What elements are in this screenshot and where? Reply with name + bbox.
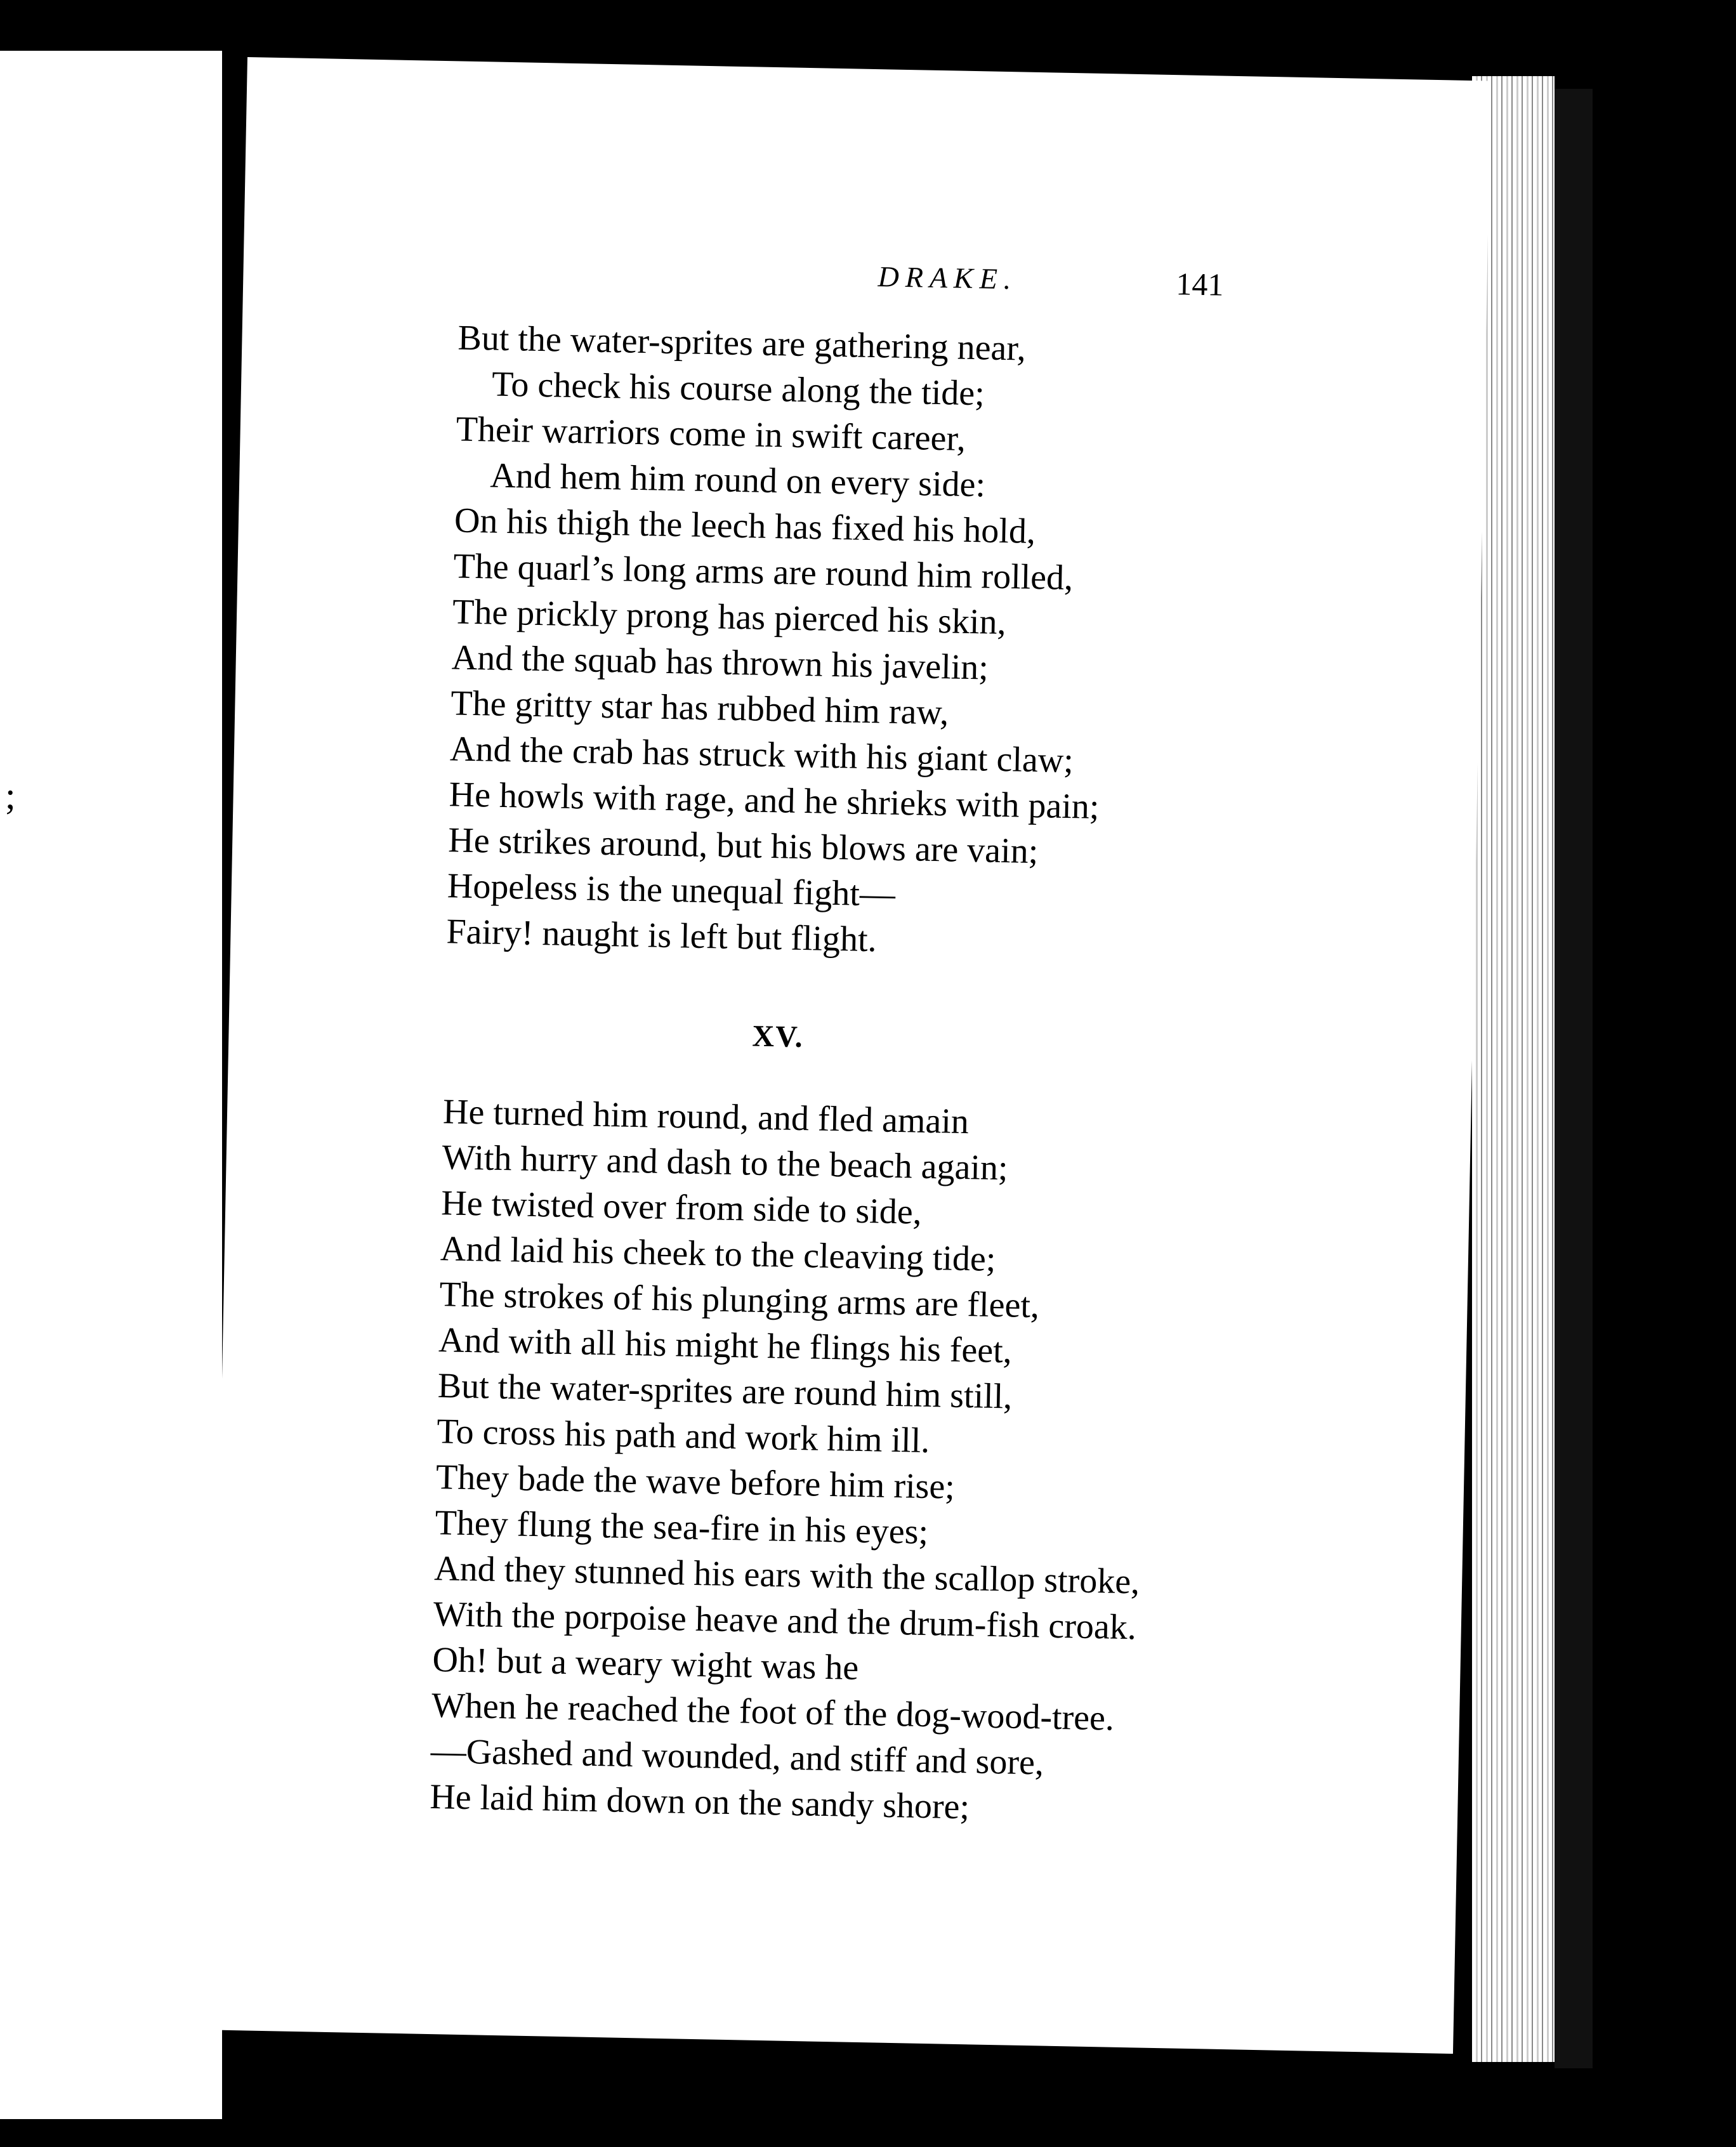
running-head: DRAKE.	[878, 260, 1018, 296]
verse-line: Oh! but a weary wight was he	[431, 1640, 859, 1688]
verse-line: But the water-sprites are round him still,	[437, 1366, 1013, 1417]
left-margin-mark: ;	[5, 775, 16, 817]
book-cover-edge	[1555, 89, 1593, 2068]
verse-line: They bade the wave before him rise;	[435, 1457, 956, 1507]
verse-line: —Gashed and wounded, and stiff and sore,	[430, 1731, 1044, 1783]
verse-line: The strokes of his plunging arms are fleet,	[439, 1275, 1040, 1326]
stanza-b	[214, 1085, 1433, 1839]
verse-line: But the water-sprites are gathering near,	[457, 318, 1027, 369]
verse-line: The gritty star has rubbed him raw,	[450, 683, 949, 733]
verse-line: And laid his cheek to the cleaving tide;	[440, 1229, 996, 1279]
verse-line: The quarl’s long arms are round him rolled,	[453, 546, 1074, 598]
verse-line: When he reached the foot of the dog-wood-tree.	[431, 1686, 1115, 1738]
verse-line: The prickly prong has pierced his skin,	[452, 592, 1007, 643]
section-numeral: XV.	[752, 1019, 805, 1054]
verse-line: He laid him down on the sandy shore;	[429, 1777, 970, 1827]
verse-line: And hem him round on every side:	[489, 456, 986, 505]
verse-line: He howls with rage, and he shrieks with pain;	[449, 775, 1100, 827]
verse-line: With hurry and dash to the beach again;	[442, 1138, 1009, 1188]
verse-line: He twisted over from side to side,	[440, 1183, 923, 1232]
right-page	[209, 57, 1490, 2054]
stanza-a	[230, 311, 1448, 973]
left-page	[0, 51, 222, 2119]
verse-line: And with all his might he flings his feet,	[438, 1320, 1013, 1371]
verse-line: They flung the sea-fire in his eyes;	[435, 1503, 929, 1553]
verse-line: And the squab has thrown his javelin;	[451, 638, 989, 688]
verse-line: Their warriors come in swift career,	[456, 409, 966, 459]
verse-line: He turned him round, and fled amain	[442, 1092, 970, 1142]
verse-line: Hopeless is the unequal fight—	[447, 866, 896, 914]
verse-line: Fairy! naught is left but flight.	[446, 912, 878, 960]
verse-line: On his thigh the leech has fixed his hold,	[454, 501, 1036, 551]
verse-line: To check his course along the tide;	[491, 364, 985, 414]
verse-line: He strikes around, but his blows are vain;	[447, 820, 1039, 872]
verse-line: And they stunned his ears with the scallop stroke,	[433, 1549, 1140, 1602]
verse-line: With the porpoise heave and the drum-fish croak.	[433, 1594, 1137, 1648]
verse-line: To cross his path and work him ill.	[436, 1412, 930, 1461]
page-number: 141	[1175, 266, 1224, 303]
verse-line: And the crab has struck with his giant claw;	[449, 729, 1074, 781]
